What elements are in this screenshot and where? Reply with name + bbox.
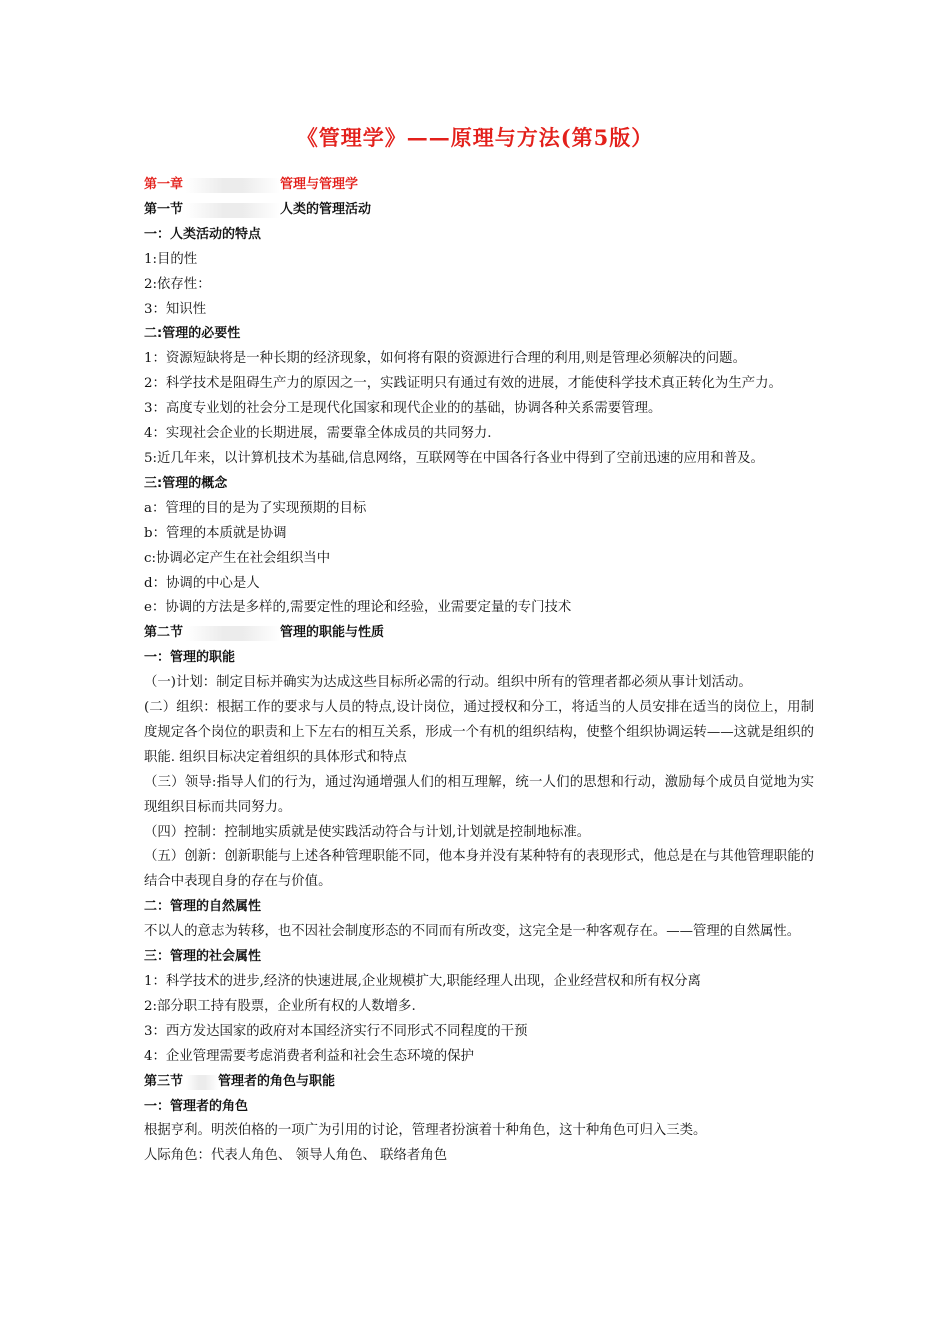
list-item: c:协调必定产生在社会组织当中 [144, 550, 331, 566]
subheading: 一：管理者的角色 [144, 1098, 249, 1114]
document-title: 《管理学》——原理与方法(第5版） [296, 125, 654, 150]
subheading: 二:管理的必要性 [144, 326, 241, 342]
section-name: 管理的职能与性质 [280, 625, 385, 641]
list-item: 2:依存性： [144, 276, 211, 292]
list-item: b：管理的本质就是协调 [144, 525, 287, 541]
list-item: （一)计划：制定目标并确实为达成这些目标所必需的行动。组织中所有的管理者都必须从事计划活动。 [144, 675, 752, 691]
list-item: 人际角色：代表人角色、 领导人角色、 联络者角色 [144, 1148, 448, 1164]
list-item: d：协调的中心是人 [144, 575, 260, 591]
list-item: 5:近几年来，以计算机技术为基础,信息网络，互联网等在中国各行各业中得到了空前迅速的应用和普及。 [144, 450, 764, 466]
list-item: 1：科学技术的进步,经济的快速进展,企业规模扩大,职能经理人出现，企业经营权和所有权分离 [144, 974, 701, 989]
list-item: a：管理的目的是为了实现预期的目标 [144, 500, 367, 516]
subheading: 二：管理的自然属性 [144, 899, 262, 915]
list-item: 1:目的性 [144, 251, 198, 267]
chapter-heading [144, 173, 814, 198]
list-item: 2：科学技术是阻碍生产力的原因之一，实践证明只有通过有效的进展，才能使科学技术真正转化为生产力。 [144, 376, 782, 392]
section-number: 第二节 [144, 625, 184, 641]
chapter-number: 第一章 [144, 177, 184, 192]
list-item: （三）领导:指导人们的行为，通过沟通增强人们的相互理解，统一人们的思想和行动，激励每个成员自觉地为实现组织目标而共同努力。 [144, 774, 814, 815]
section-number: 第一节 [144, 201, 184, 217]
list-item: 4：企业管理需要考虑消费者利益和社会生态环境的保护 [144, 1048, 474, 1064]
subheading: 三:管理的概念 [144, 475, 228, 491]
section-heading-3 [144, 1070, 814, 1095]
subheading: 一：人类活动的特点 [144, 226, 262, 242]
section-heading-2 [144, 621, 814, 646]
section-heading-1 [144, 198, 814, 223]
document-body [144, 173, 814, 1169]
list-item: e：协调的方法是多样的,需要定性的理论和经验，业需要定量的专门技术 [144, 600, 572, 616]
subheading: 三：管理的社会属性 [144, 949, 262, 965]
list-item: (二）组织：根据工作的要求与人员的特点,设计岗位，通过授权和分工，将适当的人员安排在适当的岗位上，用制度规定各个岗位的职责和上下左右的相互关系，形成一个有机的组织结构，使整个组织协调运转——这就是组织的职能. 组织目标决定着组织的具体形式和特点 [144, 700, 814, 765]
list-item: （四）控制：控制地实质就是使实践活动符合与计划,计划就是控制地标准。 [144, 824, 591, 840]
list-item: 4：实现社会企业的长期进展，需要靠全体成员的共同努力. [144, 426, 492, 442]
heading-spacer [186, 1075, 218, 1090]
subheading: 一：管理的职能 [144, 650, 236, 666]
list-item: 根据亨利。明茨伯格的一项广为引用的讨论，管理者扮演着十种角色，这十种角色可归入三类。 [144, 1123, 707, 1139]
list-item: 3：高度专业划的社会分工是现代化国家和现代企业的的基础，协调各种关系需要管理。 [144, 401, 662, 417]
chapter-name: 管理与管理学 [280, 177, 359, 192]
section-number: 第三节 [144, 1073, 184, 1089]
heading-spacer [186, 203, 280, 218]
list-item: （五）创新：创新职能与上述各种管理职能不同，他本身并没有某种特有的表现形式，他总是在与其他管理职能的结合中表现自身的存在与价值。 [144, 849, 814, 890]
list-item: 2:部分职工持有股票，企业所有权的人数增多. [144, 998, 416, 1014]
paragraph: 不以人的意志为转移，也不因社会制度形态的不同而有所改变，这完全是一种客观存在。——管理的自然属性。 [144, 924, 801, 940]
section-name: 人类的管理活动 [280, 201, 372, 217]
heading-spacer [186, 178, 280, 193]
list-item: 3：西方发达国家的政府对本国经济实行不同形式不同程度的干预 [144, 1023, 528, 1039]
heading-spacer [186, 626, 280, 641]
list-item: 1：资源短缺将是一种长期的经济现象，如何将有限的资源进行合理的利用,则是管理必须解决的问题。 [144, 351, 746, 367]
section-name: 管理者的角色与职能 [218, 1073, 336, 1089]
list-item: 3：知识性 [144, 301, 207, 317]
